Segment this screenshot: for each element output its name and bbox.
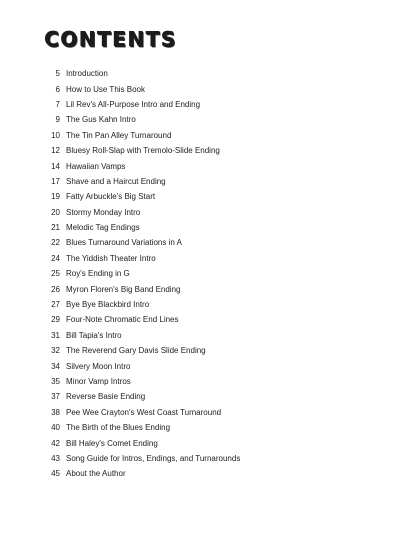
toc-row bbox=[0, 174, 400, 189]
toc-row bbox=[0, 466, 400, 481]
toc-page-number: 37 bbox=[51, 392, 60, 402]
toc-entry-title: Bill Haley's Comet Ending bbox=[66, 438, 158, 448]
toc-entry-title: Song Guide for Intros, Endings, and Turnarounds bbox=[66, 453, 241, 463]
toc-page-number: 43 bbox=[51, 453, 60, 463]
toc-page-number: 12 bbox=[51, 146, 60, 156]
toc-page-number: 9 bbox=[55, 115, 60, 125]
toc-row bbox=[0, 435, 400, 450]
toc-entry-title: Roy's Ending in G bbox=[66, 269, 130, 279]
toc-entry-title: Reverse Basie Ending bbox=[66, 392, 146, 402]
toc-entry-title: The Gus Kahn Intro bbox=[66, 115, 136, 125]
toc-entry-title: Lil Rev's All-Purpose Intro and Ending bbox=[66, 99, 201, 109]
toc-row bbox=[0, 374, 400, 389]
toc-entry-title: Blues Turnaround Variations in A bbox=[66, 238, 182, 248]
toc-row bbox=[0, 389, 400, 404]
toc-page-number: 38 bbox=[51, 407, 60, 417]
toc-page-number: 22 bbox=[51, 238, 60, 248]
toc-row bbox=[0, 112, 400, 127]
toc-row bbox=[0, 158, 400, 173]
toc-entry-title: Stormy Monday Intro bbox=[66, 207, 141, 217]
toc-row bbox=[0, 81, 400, 96]
toc-row bbox=[0, 451, 400, 466]
toc-page-number: 17 bbox=[51, 176, 60, 186]
toc-page-number: 26 bbox=[51, 284, 60, 294]
toc-entry-title: About the Author bbox=[66, 469, 126, 479]
toc-row bbox=[0, 143, 400, 158]
toc-entry-title: Melodic Tag Endings bbox=[66, 223, 140, 233]
toc-row bbox=[0, 328, 400, 343]
toc-entry-title: Shave and a Haircut Ending bbox=[66, 176, 166, 186]
toc-row bbox=[0, 420, 400, 435]
toc-row bbox=[0, 189, 400, 204]
toc-page-number: 10 bbox=[51, 130, 60, 140]
toc-row bbox=[0, 358, 400, 373]
toc-row bbox=[0, 128, 400, 143]
toc-page-number: 6 bbox=[55, 84, 60, 94]
toc-row bbox=[0, 343, 400, 358]
toc-page-number: 25 bbox=[51, 269, 60, 279]
toc-entry-title: The Birth of the Blues Ending bbox=[66, 423, 171, 433]
toc-row bbox=[0, 312, 400, 327]
toc-entry-title: Bluesy Roll-Slap with Tremolo-Slide Ending bbox=[66, 146, 220, 156]
toc-page-number: 24 bbox=[51, 253, 60, 263]
toc-page-number: 34 bbox=[51, 361, 60, 371]
toc-row bbox=[0, 97, 400, 112]
toc-entry-title: Myron Floren's Big Band Ending bbox=[66, 284, 181, 294]
toc-entry-title: Fatty Arbuckle's Big Start bbox=[66, 192, 156, 202]
toc-row bbox=[0, 281, 400, 296]
toc-entry-title: Introduction bbox=[66, 69, 108, 79]
toc-page-number: 45 bbox=[51, 469, 60, 479]
toc-page-number: 21 bbox=[51, 223, 60, 233]
toc-page-number: 7 bbox=[55, 99, 60, 109]
toc-page-number: 32 bbox=[51, 346, 60, 356]
toc-entry-title: The Yiddish Theater Intro bbox=[66, 253, 156, 263]
toc-row bbox=[0, 235, 400, 250]
toc-entry-title: Four-Note Chromatic End Lines bbox=[66, 315, 179, 325]
toc-entry-title: The Reverend Gary Davis Slide Ending bbox=[66, 346, 206, 356]
toc-row bbox=[0, 220, 400, 235]
toc-entry-title: The Tin Pan Alley Turnaround bbox=[66, 130, 172, 140]
toc-row bbox=[0, 251, 400, 266]
toc-page-number: 40 bbox=[51, 423, 60, 433]
toc-entry-title: Pee Wee Crayton's West Coast Turnaround bbox=[66, 407, 222, 417]
toc-row bbox=[0, 66, 400, 81]
toc-page-number: 27 bbox=[51, 300, 60, 310]
toc-row bbox=[0, 266, 400, 281]
table-of-contents bbox=[0, 66, 400, 482]
toc-page-number: 5 bbox=[55, 69, 60, 79]
toc-page-number: 14 bbox=[51, 161, 60, 171]
toc-entry-title: Bill Tapia's Intro bbox=[66, 330, 122, 340]
toc-page-number: 31 bbox=[51, 330, 60, 340]
toc-page-number: 20 bbox=[51, 207, 60, 217]
toc-entry-title: How to Use This Book bbox=[66, 84, 145, 94]
toc-row bbox=[0, 405, 400, 420]
toc-page-number: 19 bbox=[51, 192, 60, 202]
toc-page-number: 29 bbox=[51, 315, 60, 325]
toc-page-number: 35 bbox=[51, 377, 60, 386]
toc-row bbox=[0, 205, 400, 220]
toc-entry-title: Hawaiian Vamps bbox=[66, 161, 126, 171]
toc-row bbox=[0, 297, 400, 312]
toc-page-number: 42 bbox=[51, 438, 60, 448]
toc-entry-title: Minor Vamp Intros bbox=[66, 377, 131, 386]
toc-entry-title: Bye Bye Blackbird Intro bbox=[66, 300, 150, 310]
toc-entry-title: Silvery Moon Intro bbox=[66, 361, 131, 371]
page-title: CONTENTS bbox=[44, 27, 177, 51]
